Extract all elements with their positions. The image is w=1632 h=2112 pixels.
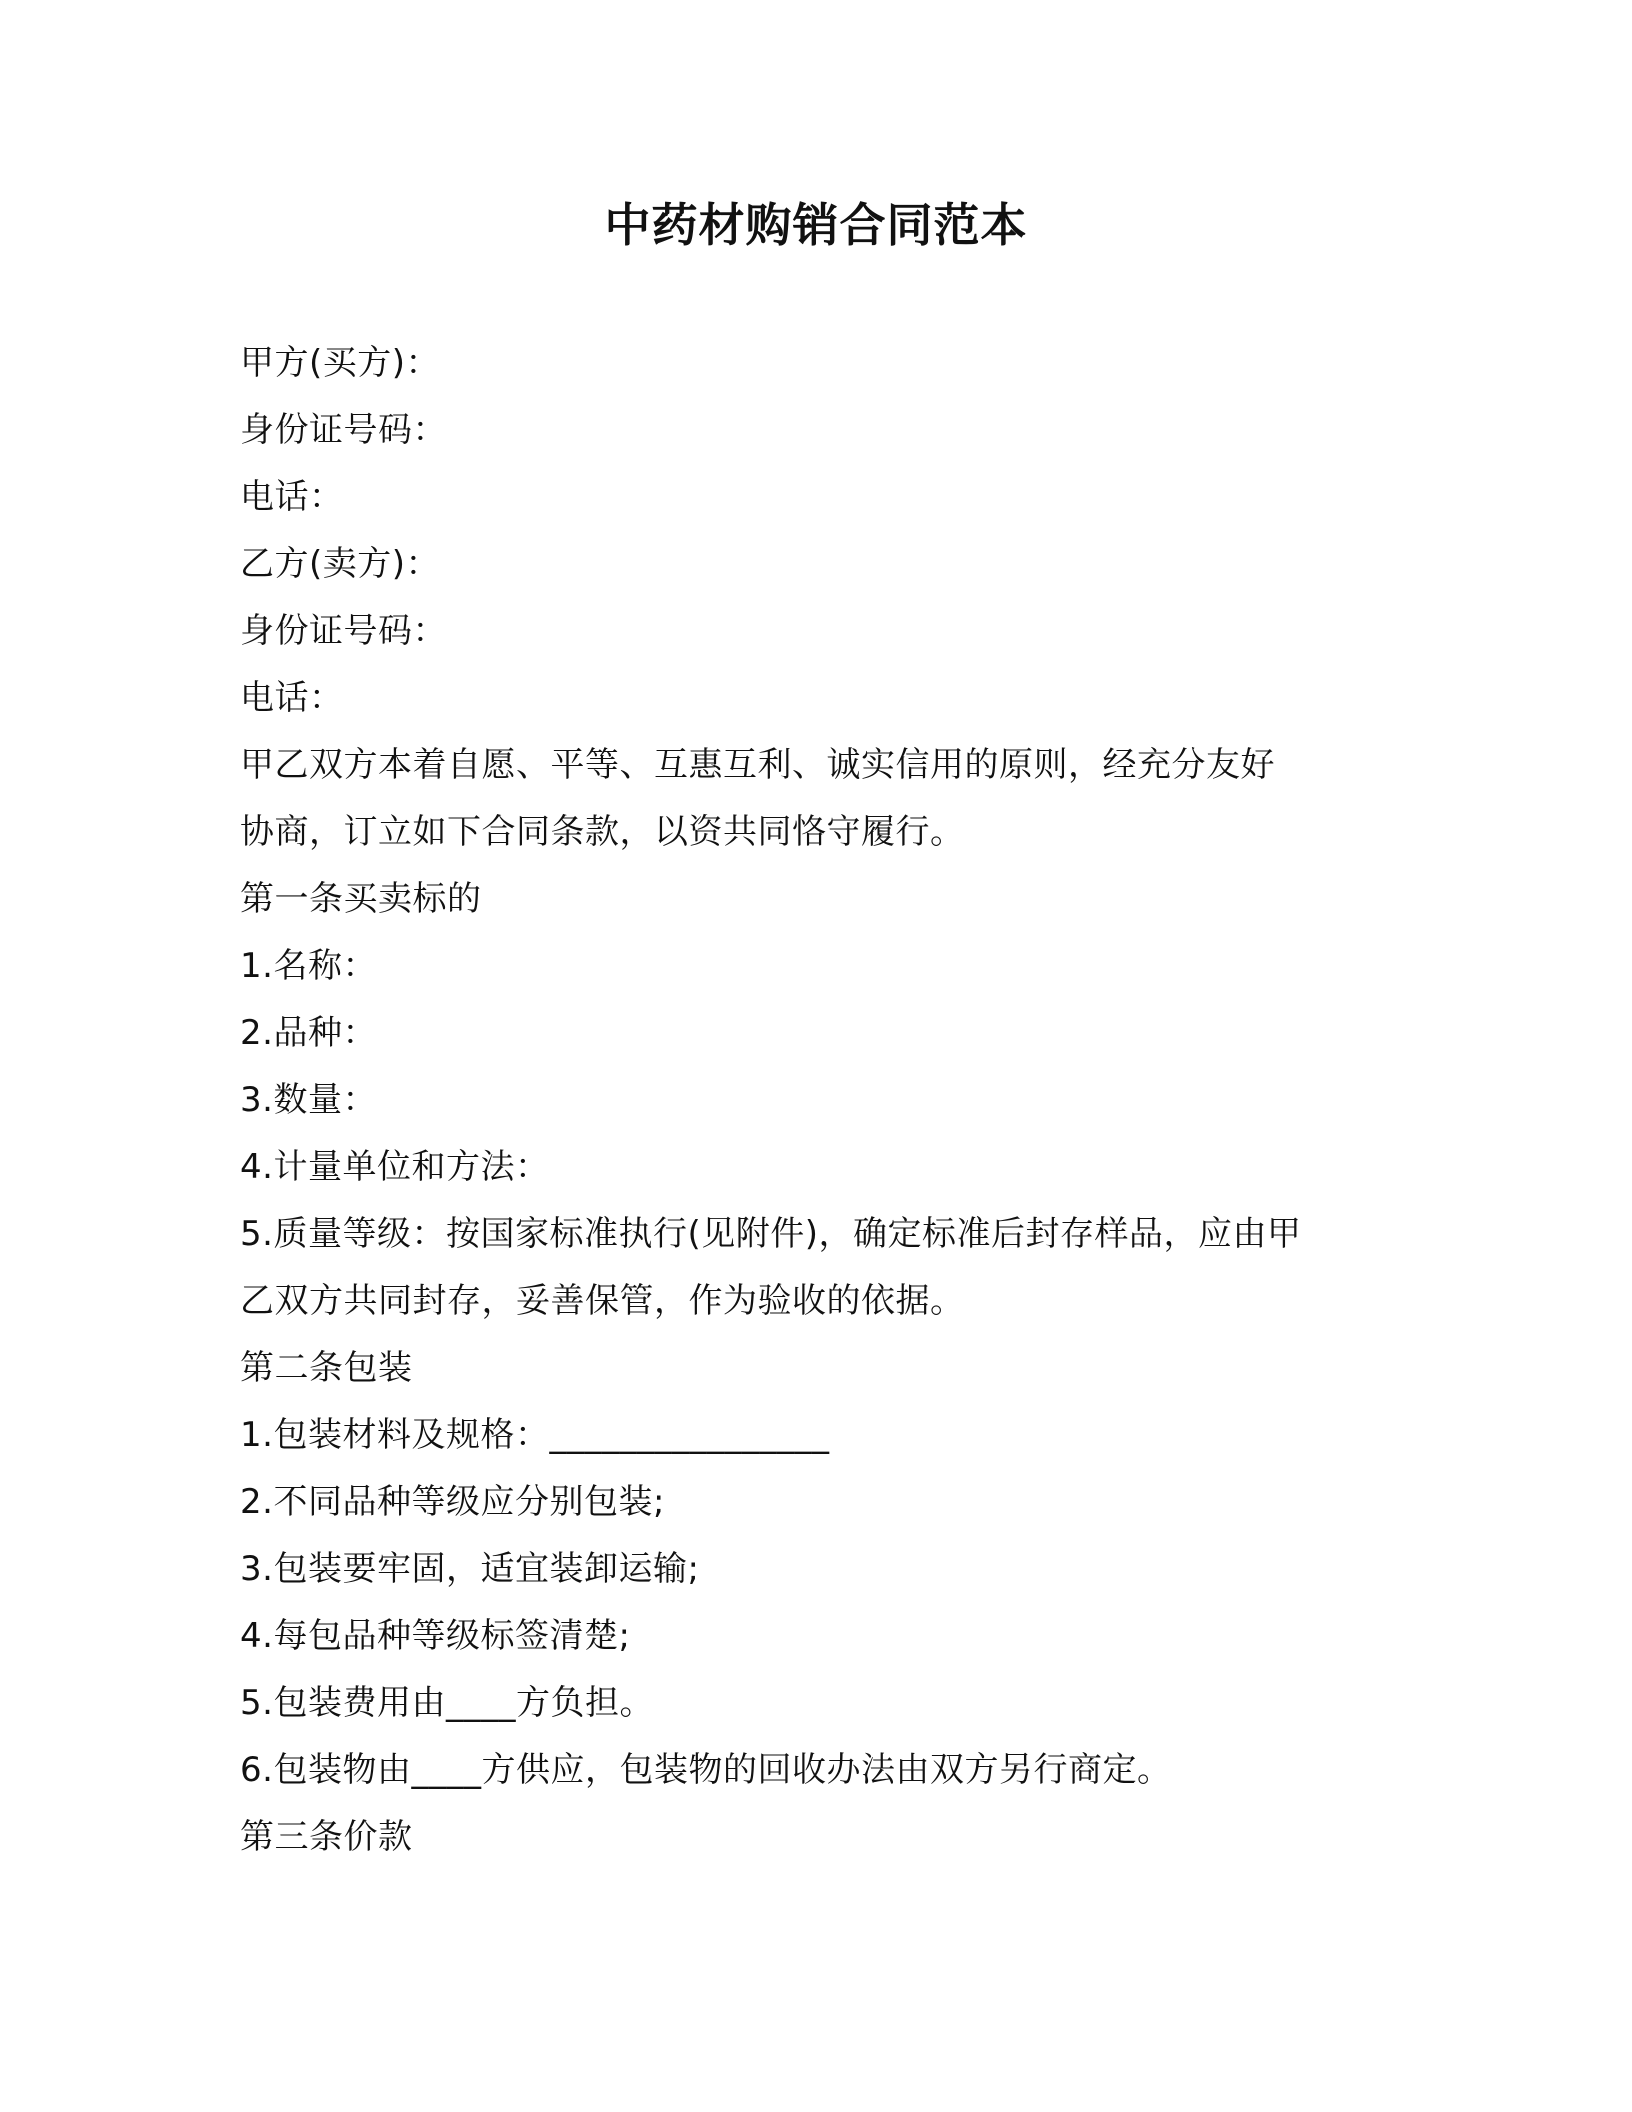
article-1-item-name: 1.名称： bbox=[240, 946, 377, 986]
party-a-id-number: 身份证号码： bbox=[240, 410, 447, 450]
article-2-heading: 第二条包装 bbox=[240, 1348, 413, 1388]
article-2-item-cost: 5.包装费用由____方负担。 bbox=[240, 1683, 654, 1723]
party-b-seller: 乙方(卖方)： bbox=[240, 544, 441, 584]
article-2-item-material: 1.包装材料及规格：________________ bbox=[240, 1415, 830, 1455]
party-b-id-number: 身份证号码： bbox=[240, 611, 447, 651]
article-2-item-supply: 6.包装物由____方供应，包装物的回收办法由双方另行商定。 bbox=[240, 1750, 1172, 1790]
party-a-buyer: 甲方(买方)： bbox=[240, 343, 441, 383]
party-a-phone: 电话： bbox=[240, 477, 344, 517]
document-title: 中药材购销合同范本 bbox=[604, 198, 1028, 252]
article-1-item-quality-line-1: 5.质量等级：按国家标准执行(见附件)，确定标准后封存样品，应由甲 bbox=[240, 1214, 1302, 1254]
document-body bbox=[240, 330, 1390, 1871]
preamble-line-2: 协商，订立如下合同条款，以资共同恪守履行。 bbox=[240, 812, 965, 852]
article-1-heading: 第一条买卖标的 bbox=[240, 879, 482, 919]
article-2-item-separate: 2.不同品种等级应分别包装; bbox=[240, 1482, 665, 1522]
preamble-line-1: 甲乙双方本着自愿、平等、互惠互利、诚实信用的原则，经充分友好 bbox=[240, 745, 1275, 785]
article-1-item-quality-line-2: 乙双方共同封存，妥善保管，作为验收的依据。 bbox=[240, 1281, 965, 1321]
article-2-item-label: 4.每包品种等级标签清楚; bbox=[240, 1616, 631, 1656]
article-2-item-sturdy: 3.包装要牢固，适宜装卸运输; bbox=[240, 1549, 700, 1589]
article-1-item-quantity: 3.数量： bbox=[240, 1080, 377, 1120]
article-3-heading: 第三条价款 bbox=[240, 1817, 413, 1857]
article-1-item-variety: 2.品种： bbox=[240, 1013, 377, 1053]
party-b-phone: 电话： bbox=[240, 678, 344, 718]
article-1-item-unit: 4.计量单位和方法： bbox=[240, 1147, 550, 1187]
